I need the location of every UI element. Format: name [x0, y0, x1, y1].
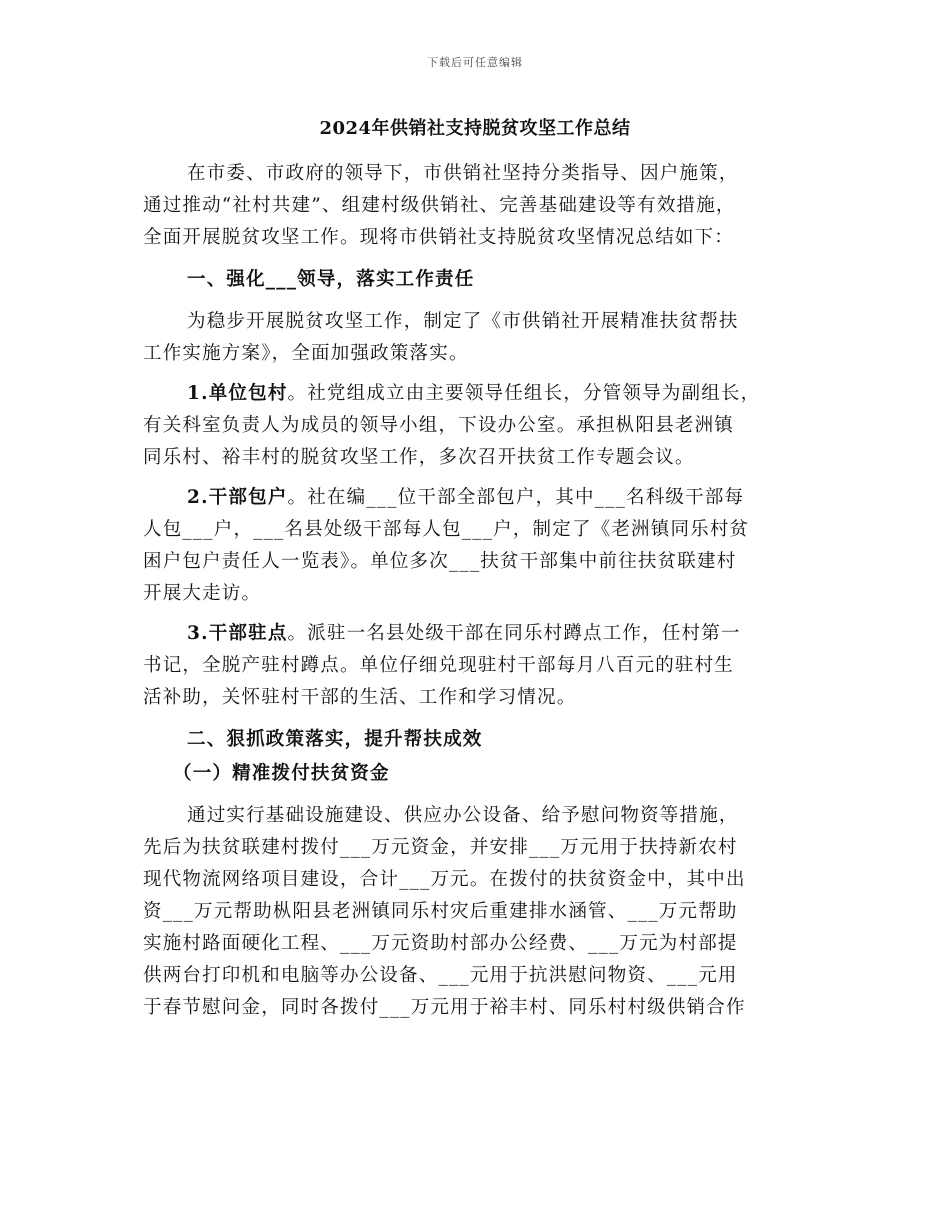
item2-line: 开展大走访。 [143, 583, 262, 604]
intro-line: 在市委、市政府的领导下，市供销社坚持分类指导、因户施策， [187, 163, 739, 184]
item1-line: 有关科室负责人为成员的领导小组，下设办公室。承担枞阳县老洲镇 [143, 415, 735, 436]
document-body [143, 158, 823, 1024]
header-note: 下载后可任意编辑 [427, 56, 523, 69]
subsection1-line: 通过实行基础设施建设、供应办公设备、给予慰问物资等措施， [187, 805, 739, 826]
section2-heading: 二、狠抓政策落实，提升帮扶成效 [187, 729, 483, 750]
item3-line: 书记，全脱产驻村蹲点。单位仔细兑现驻村干部每月八百元的驻村生 [143, 655, 735, 676]
subsection1-line: 供两台打印机和电脑等办公设备、___元用于抗洪慰问物资、___元用 [143, 965, 738, 986]
item3-line: 活补助，关怀驻村干部的生活、工作和学习情况。 [143, 687, 577, 708]
item3-first-line [143, 618, 823, 650]
item1-line: 同乐村、裕丰村的脱贫攻坚工作，多次召开扶贫工作专题会议。 [143, 447, 695, 468]
intro-line: 全面开展脱贫攻坚工作。现将市供销社支持脱贫攻坚情况总结如下： [143, 227, 735, 248]
item1-text: 。社党组成立由主要领导任组长，分管领导为副组长， [287, 383, 761, 404]
document-title: 2024年供销社支持脱贫攻坚工作总结 [319, 118, 631, 139]
subsection1-line: 先后为扶贫联建村拨付___万元资金，并安排___万元用于扶持新农村 [143, 837, 738, 858]
item2-line: 人包___户，___名县处级干部每人包___户，制定了《老洲镇同乐村贫 [143, 519, 750, 540]
subsection1-heading: （一）精准拨付扶贫资金 [173, 763, 390, 784]
intro-line: 通过推动“社村共建”、组建村级供销社、完善基础建设等有效措施， [143, 195, 736, 216]
subsection1-line: 资___万元帮助枞阳县老洲镇同乐村灾后重建排水涵管、___万元帮助 [143, 901, 738, 922]
item1-first-line [143, 378, 823, 410]
subsection1-line: 实施村路面硬化工程、___万元资助村部办公经费、___万元为村部提 [143, 933, 738, 954]
subsection1-line: 于春节慰问金，同时各拨付___万元用于裕丰村、同乐村村级供销合作 [143, 997, 746, 1018]
section1-para-line: 工作实施方案》，全面加强政策落实。 [143, 343, 469, 364]
item2-text: 。社在编___位干部全部包户，其中___名科级干部每 [287, 487, 745, 508]
item1-label: 1.单位包村 [187, 383, 288, 404]
item2-first-line [143, 482, 823, 514]
item3-text: 。派驻一名县处级干部在同乐村蹲点工作，任村第一 [287, 623, 741, 644]
item2-label: 2.干部包户 [187, 487, 288, 508]
item2-line: 困户包户责任人一览表》。单位多次___扶贫干部集中前往扶贫联建村 [143, 551, 737, 572]
section1-heading: 一、强化___领导，落实工作责任 [187, 269, 475, 290]
subsection1-line: 现代物流网络项目建设，合计___万元。在拨付的扶贫资金中，其中出 [143, 869, 746, 890]
item3-label: 3.干部驻点 [187, 623, 288, 644]
section1-para-line: 为稳步开展脱贫攻坚工作，制定了《市供销社开展精准扶贫帮扶 [187, 311, 739, 332]
